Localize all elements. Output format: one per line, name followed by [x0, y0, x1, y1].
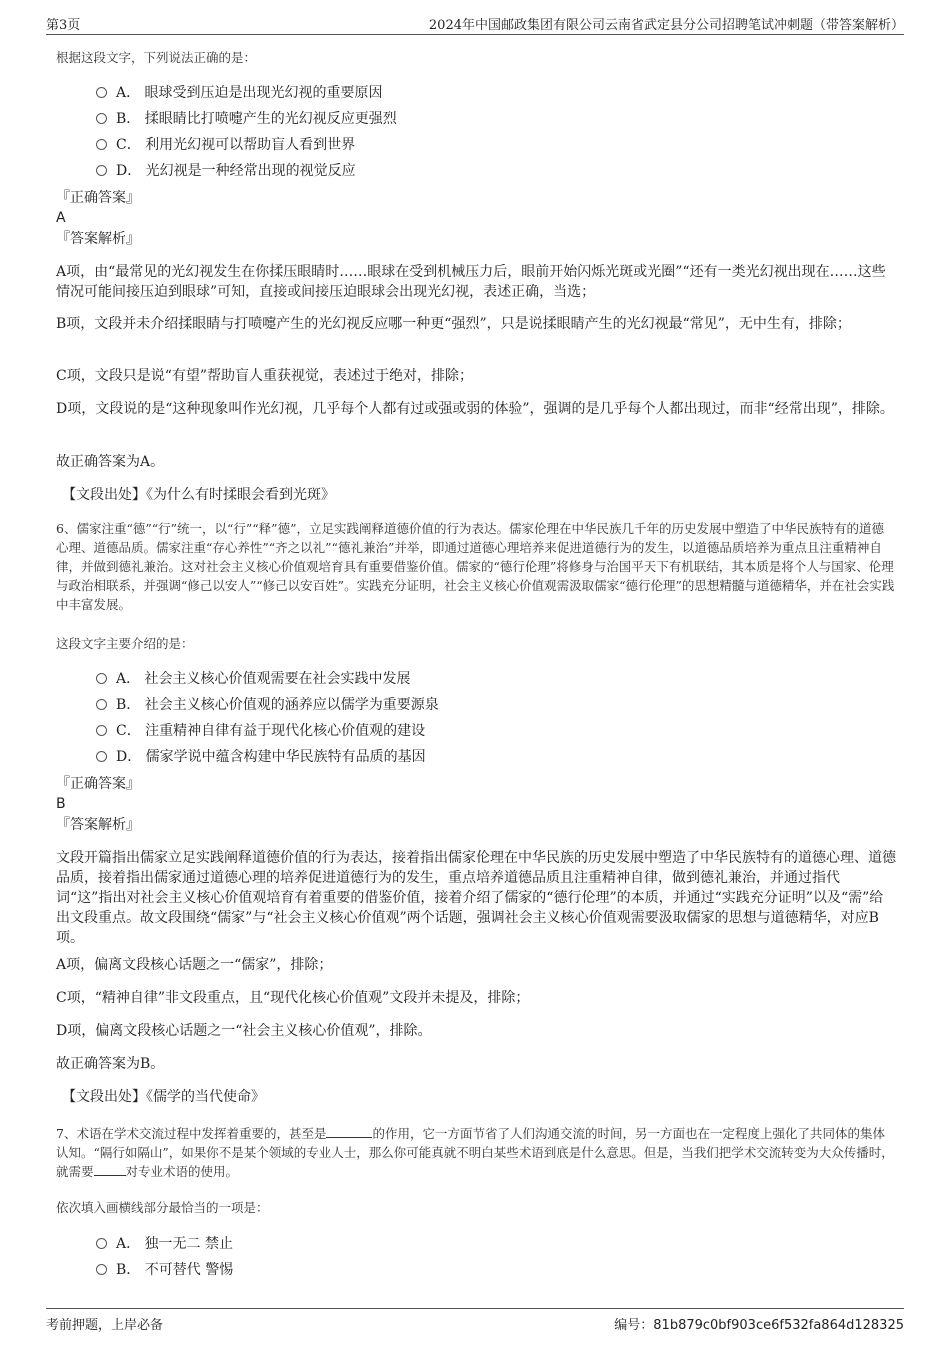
q6-analysis-c: C项，“精神自律”非文段重点，且“现代化核心价值观”文段并未提及，排除； [56, 990, 530, 1006]
radio-icon[interactable] [96, 165, 107, 176]
radio-icon[interactable] [96, 673, 107, 684]
q6-analysis-label: 『答案解析』 [56, 817, 140, 833]
page-header [46, 12, 904, 35]
q6-option-a[interactable]: A． 社会主义核心价值观需要在社会实践中发展 [96, 669, 411, 689]
radio-icon[interactable] [96, 139, 107, 150]
blank-1 [326, 1125, 372, 1138]
q5-analysis-d: D项，文段说的是“这种现象叫作光幻视，几乎每个人都有过或强或弱的体验”，强调的是几乎每个人都出现过，而非“经常出现”，排除。 [56, 401, 894, 417]
q5-answer: A [56, 210, 66, 226]
q5-conclusion: 故正确答案为A。 [56, 454, 165, 470]
q5-option-a[interactable]: A． 眼球受到压迫是出现光幻视的重要原因 [96, 83, 383, 103]
page-footer [46, 1308, 904, 1333]
q6-option-c[interactable]: C． 注重精神自律有益于现代化核心价值观的建设 [96, 721, 425, 741]
q6-analysis-a: A项，偏离文段核心话题之一“儒家”，排除； [56, 957, 333, 973]
q5-prompt: 根据这段文字，下列说法正确的是： [56, 50, 257, 65]
radio-icon[interactable] [96, 1264, 107, 1275]
q5-source: 【文段出处】《为什么有时揉眼会看到光斑》 [62, 487, 335, 503]
radio-icon[interactable] [96, 751, 107, 762]
radio-icon[interactable] [96, 725, 107, 736]
page-number: 第3页 [46, 18, 81, 33]
q6-option-b[interactable]: B． 社会主义核心价值观的涵养应以儒学为重要源泉 [96, 695, 439, 715]
q5-analysis-b: B项，文段并未介绍揉眼睛与打喷嚏产生的光幻视反应哪一种更“强烈”，只是说揉眼睛产生的光幻视最“常见”，无中生有，排除； [56, 316, 851, 332]
q6-answer-label: 『正确答案』 [56, 776, 140, 792]
q7-stem: 7、术语在学术交流过程中发挥着重要的，甚至是 的作用，它一方面节省了人们沟通交流的时间，另一方面也在一定程度上强化了共同体的集体认知。“隔行如隔山”，如果你不是某个领域的专业人士，那么你可能真就不明白某些术语到底是什么意思。但是，当我们把学术交流转变为大众传播时，就需要 对专业术语的使用。 [56, 1126, 894, 1179]
q5-analysis-c: C项，文段只是说“有望”帮助盲人重获视觉，表述过于绝对，排除； [56, 368, 474, 384]
q6-prompt: 这段文字主要介绍的是： [56, 636, 194, 651]
q6-source: 【文段出处】《儒学的当代使命》 [62, 1089, 265, 1105]
q6-answer: B [56, 796, 66, 812]
footer-slogan: 考前押题，上岸必备 [46, 1318, 164, 1333]
blank-2 [94, 1163, 126, 1176]
q7-option-a[interactable]: A． 独一无二 禁止 [96, 1234, 233, 1254]
q5-option-c[interactable]: C． 利用光幻视可以帮助盲人看到世界 [96, 135, 355, 155]
q6-conclusion: 故正确答案为B。 [56, 1056, 165, 1072]
radio-icon[interactable] [96, 699, 107, 710]
radio-icon[interactable] [96, 87, 107, 98]
radio-icon[interactable] [96, 1238, 107, 1249]
radio-icon[interactable] [96, 113, 107, 124]
document-id: 编号：81b879c0bf903ce6f532fa864d128325 [614, 1318, 904, 1333]
q6-option-d[interactable]: D． 儒家学说中蕴含构建中华民族特有品质的基因 [96, 747, 426, 767]
q7-option-b[interactable]: B． 不可替代 警惕 [96, 1260, 233, 1280]
q6-analysis-main: 文段开篇指出儒家立足实践阐释道德价值的行为表达，接着指出儒家伦理在中华民族的历史发展中塑造了中华民族特有的道德心理、道德品质，接着指出儒家通过道德心理的培养促进道德行为的发生，重点培养道德品质且注重精神自律，做到德礼兼治，并通过指代词“这”指出对社会主义核心价值观培育有着重要的借鉴价值，接着介绍了儒家的“德行伦理”的本质，并通过“实践充分证明”以及“需”给出文段重点。故文段围绕“儒家”与“社会主义核心价值观”两个话题，强调社会主义核心价值观需要汲取儒家的思想与道德精华，对应B项。 [56, 850, 896, 946]
q5-answer-label: 『正确答案』 [56, 190, 140, 206]
q5-option-b[interactable]: B． 揉眼睛比打喷嚏产生的光幻视反应更强烈 [96, 109, 397, 129]
q7-prompt: 依次填入画横线部分最恰当的一项是： [56, 1200, 269, 1215]
q5-option-d[interactable]: D． 光幻视是一种经常出现的视觉反应 [96, 161, 356, 181]
document-title: 2024年中国邮政集团有限公司云南省武定县分公司招聘笔试冲刺题（带答案解析） [428, 18, 904, 33]
q5-analysis-a: A项，由“最常见的光幻视发生在你揉压眼睛时……眼球在受到机械压力后，眼前开始闪烁光斑或光圈”“还有一类光幻视出现在……这些情况可能间接压迫到眼球”可知，直接或间接压迫眼球会出现光幻视，表述正确，当选； [56, 264, 886, 300]
q6-analysis-d: D项，偏离文段核心话题之一“社会主义核心价值观”，排除。 [56, 1023, 432, 1039]
q6-stem: 6、儒家注重“德”“行”统一，以“行”“释”德”，立足实践阐释道德价值的行为表达。儒家伦理在中华民族几千年的历史发展中塑造了中华民族特有的道德心理、道德品质。儒家注重“存心养性”“齐之以礼”“德礼兼治”并举，即通过道德心理培养来促进道德行为的发生，以道德品质培养为重点且注重精神自律，并做到德礼兼治。这对社会主义核心价值观培育具有重要借鉴价值。儒家的“德行伦理”将修身与治国平天下有机联结，其本质是将个人与国家、伦理与政治相联系，并强调“修己以安人”“修己以安百姓”。实践充分证明，社会主义核心价值观需汲取儒家“德行伦理”的思想精髓与道德精华，并在社会实践中丰富发展。 [56, 521, 895, 612]
q5-analysis-label: 『答案解析』 [56, 231, 140, 247]
